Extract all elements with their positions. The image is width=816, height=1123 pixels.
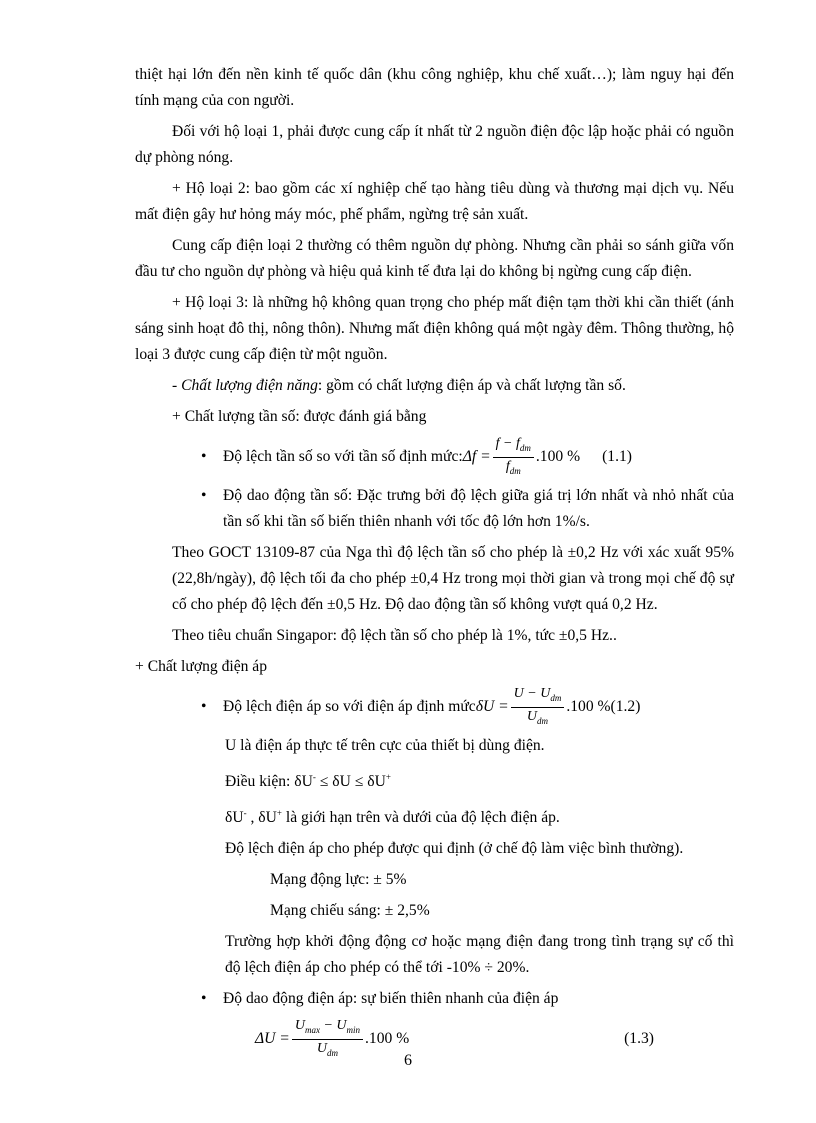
page-number: 6 — [404, 1052, 412, 1069]
bullet-item-voltage-oscillation — [135, 986, 734, 1012]
paragraph: Đối với hộ loại 1, phải được cung cấp ít nhất từ 2 nguồn điện độc lập hoặc phải có nguồn dự phòng nóng. — [135, 123, 734, 166]
formula-lhs: Δf = — [462, 448, 491, 465]
paragraph: + Chất lượng điện áp — [135, 658, 268, 675]
equation-number: (1.2) — [610, 698, 641, 715]
formula-lhs: ΔU = — [255, 1030, 290, 1048]
formula-tail: .100 % — [566, 698, 611, 715]
paragraph: thiệt hại lớn đến nền kinh tế quốc dân (khu công nghiệp, khu chế xuất…); làm nguy hại đến tính mạng của con người. — [135, 66, 734, 109]
fraction-numerator: $U_{max} - U_{min}$ — [292, 1018, 363, 1040]
formula-tail: .100 % — [365, 1030, 410, 1048]
fraction-numerator: $U - U_{dm}$ — [511, 686, 565, 708]
bullet-item-frequency-oscillation — [135, 483, 734, 535]
paragraph: U là điện áp thực tế trên cực của thiết bị dùng điện. — [225, 737, 545, 754]
paragraph: + Chất lượng tần số: được đánh giá bằng — [172, 408, 427, 425]
bullet-text: Độ dao động tần số: Đặc trưng bởi độ lệch giữa giá trị lớn nhất và nhỏ nhất của tần số khi tần số biến thiên nhanh với tốc độ lớn hơn 1%/s. — [223, 487, 734, 530]
bullet-text: Độ lệch tần số so với tần số định mức: — [223, 448, 463, 465]
paragraph: Cung cấp điện loại 2 thường có thêm nguồn dự phòng. Nhưng cần phải so sánh giữa vốn đầu tư cho nguồn dự phòng và hiệu quả kinh tế đưa lại do không bị ngừng cung cấp điện. — [135, 237, 734, 280]
paragraph: Mạng động lực: ± 5% — [270, 871, 407, 889]
formula-fraction — [493, 436, 534, 479]
bullet-icon: • — [201, 990, 207, 1008]
paragraph: + Hộ loại 3: là những hộ không quan trọng cho phép mất điện tạm thời khi cần thiết (ánh sáng sinh hoạt đô thị, nông thôn). Nhưng mất điện không quá một ngày đêm. Thông thường, hộ loại 3 được cung cấp điện từ một nguồn. — [135, 294, 734, 363]
formula-fraction — [511, 686, 565, 729]
equation-number: (1.1) — [602, 448, 632, 465]
bullet-item-frequency-deviation — [135, 435, 734, 479]
bullet-item-voltage-deviation — [135, 685, 734, 729]
paragraph: + Hộ loại 2: bao gồm các xí nghiệp chế tạo hàng tiêu dùng và thương mại dịch vụ. Nếu mất điện gây hư hỏng máy móc, phế phẩm, ngừng trệ sản xuất. — [135, 180, 734, 223]
fraction-denominator: $U_{dm}$ — [526, 708, 549, 726]
paragraph: Trường hợp khởi động động cơ hoặc mạng điện đang trong tình trạng sự cố thì độ lệch điện áp cho phép có thể tới -10% ÷ 20%. — [225, 933, 734, 977]
page-body — [135, 62, 734, 1064]
bullet-text: Độ lệch điện áp so với điện áp định mức — [223, 698, 476, 715]
bullet-text: Độ dao động điện áp: sự biến thiên nhanh của điện áp — [223, 990, 559, 1008]
bullet-icon: • — [201, 448, 207, 465]
formula-tail: .100 % — [535, 448, 581, 465]
bullet-icon: • — [201, 698, 207, 715]
paragraph: Độ lệch điện áp cho phép được qui định (ở chế độ làm việc bình thường). — [225, 840, 684, 858]
fraction-numerator: $f - f_{dm}$ — [493, 436, 534, 458]
paragraph: Mạng chiếu sáng: ± 2,5% — [270, 902, 430, 920]
section-heading — [135, 373, 734, 399]
fraction-denominator: $f_{dm}$ — [505, 458, 521, 476]
formula-lhs: δU = — [475, 698, 509, 715]
bullet-icon: • — [201, 487, 207, 504]
heading-italic: - Chất lượng điện năng — [172, 377, 318, 394]
voltage-limits: δU- , δU+ là giới hạn trên và dưới của độ lệch điện áp. — [225, 808, 560, 827]
paragraph: Theo tiêu chuẩn Singapor: độ lệch tần số cho phép là 1%, tức ±0,5 Hz.. — [172, 627, 617, 644]
voltage-condition: Điều kiện: δU- ≤ δU ≤ δU+ — [225, 772, 391, 791]
paragraph: Theo GOCT 13109-87 của Nga thì độ lệch tần số cho phép là ±0,2 Hz với xác xuất 95% (22,8h/ngày), độ lệch tối đa cho phép ±0,4 Hz trong mọi thời gian và trong mọi chế độ sự cố cho phép độ lệch đến ±0,5 Hz. Độ dao động tần số không vượt quá 0,2 Hz. — [172, 544, 734, 613]
heading-rest: : gồm có chất lượng điện áp và chất lượng tần số. — [317, 377, 626, 394]
equation-number: (1.3) — [624, 1030, 654, 1048]
fraction-denominator: $U_{dm}$ — [316, 1040, 338, 1058]
